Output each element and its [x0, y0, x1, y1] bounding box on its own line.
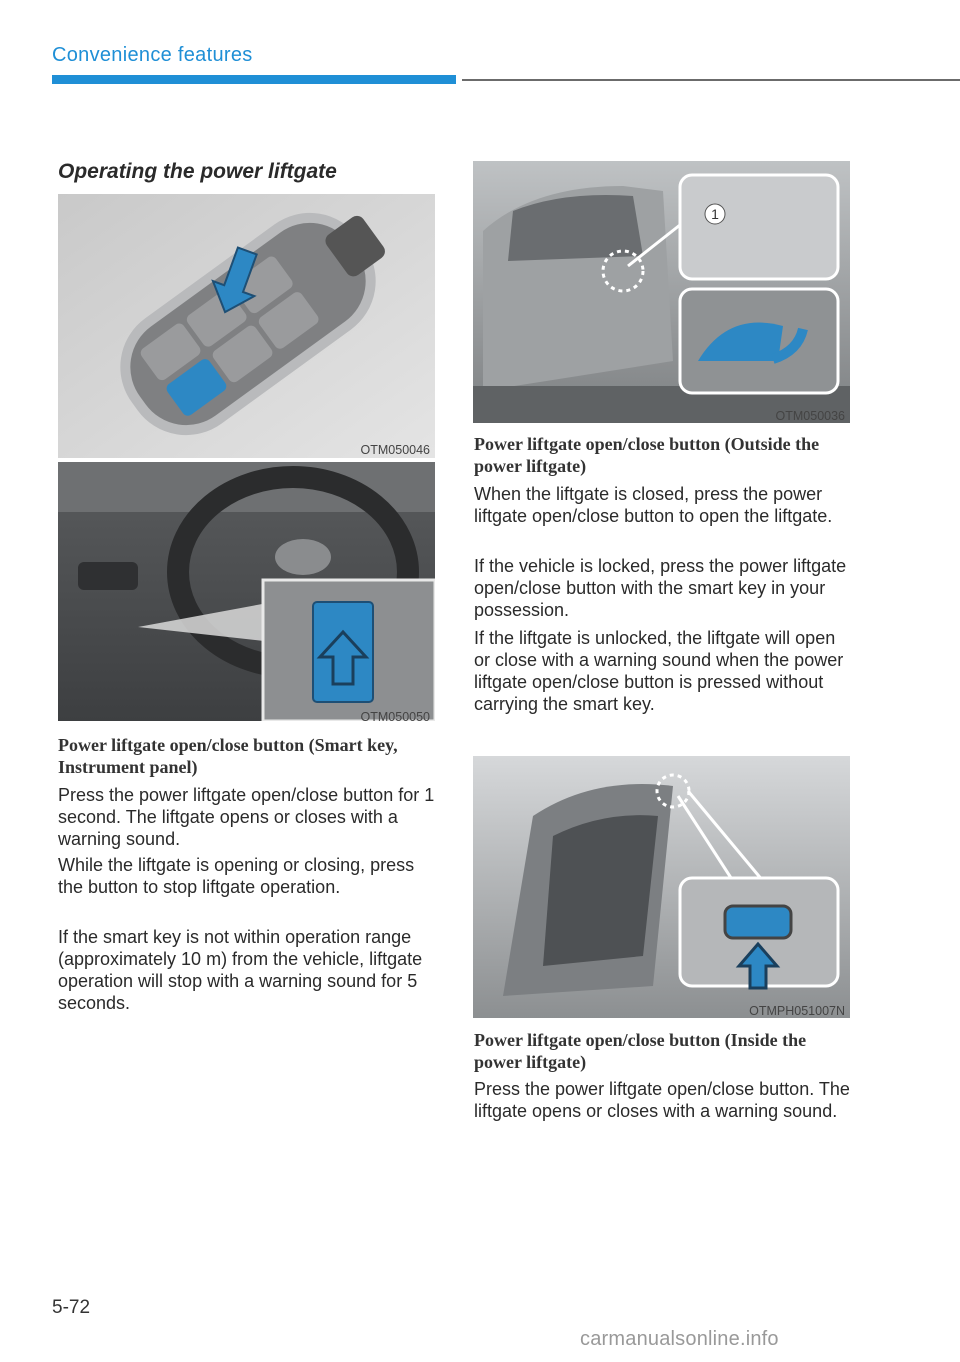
paragraph: If the vehicle is locked, press the power liftgate open/close button with the smart key in your possession.: [474, 556, 847, 620]
figure-code: OTM050046: [360, 443, 430, 457]
figure-outside-button: [473, 161, 850, 423]
figure-inside-button: [473, 756, 850, 1018]
figure-instrument-panel: [58, 462, 435, 721]
page-number: 5-72: [52, 1297, 91, 1318]
inside-liftgate-illustration: [473, 756, 850, 1018]
paragraph: While the liftgate is opening or closing, press the button to stop liftgate operation.: [58, 855, 415, 897]
figure-code: OTM050050: [360, 710, 430, 724]
outside-liftgate-illustration: [473, 161, 850, 423]
figure-code: OTMPH051007N: [749, 1004, 845, 1018]
callout-number: 1: [711, 206, 719, 222]
smart-key-illustration: [58, 194, 435, 458]
figure-smart-key: [58, 194, 435, 458]
paragraph: When the liftgate is closed, press the power liftgate open/close button to open the liftgate.: [474, 484, 833, 526]
chapter-title: Convenience features: [52, 44, 253, 66]
paragraph: Press the power liftgate open/close button. The liftgate opens or closes with a warning sound.: [474, 1079, 850, 1121]
paragraph: If the smart key is not within operation range (approximately 10 m) from the vehicle, liftgate operation will stop with a warning sound for 5 seconds.: [58, 927, 423, 1013]
header-rule: [462, 79, 960, 81]
watermark: carmanualsonline.info: [580, 1328, 779, 1350]
section-title: Operating the power liftgate: [58, 160, 337, 183]
header-accent-bar: [52, 75, 456, 84]
instrument-panel-illustration: [58, 462, 435, 721]
caption-outside-button: Power liftgate open/close button (Outside the power liftgate): [474, 434, 820, 476]
caption-inside-button: Power liftgate open/close button (Inside the power liftgate): [474, 1030, 807, 1072]
figure-code: OTM050036: [775, 409, 845, 423]
caption-smart-key-panel: Power liftgate open/close button (Smart key, Instrument panel): [58, 735, 398, 777]
paragraph: Press the power liftgate open/close button for 1 second. The liftgate opens or closes with a warning sound.: [58, 785, 435, 849]
paragraph: If the liftgate is unlocked, the liftgate will open or close with a warning sound when the power liftgate open/close button is pressed without carrying the smart key.: [474, 628, 844, 714]
